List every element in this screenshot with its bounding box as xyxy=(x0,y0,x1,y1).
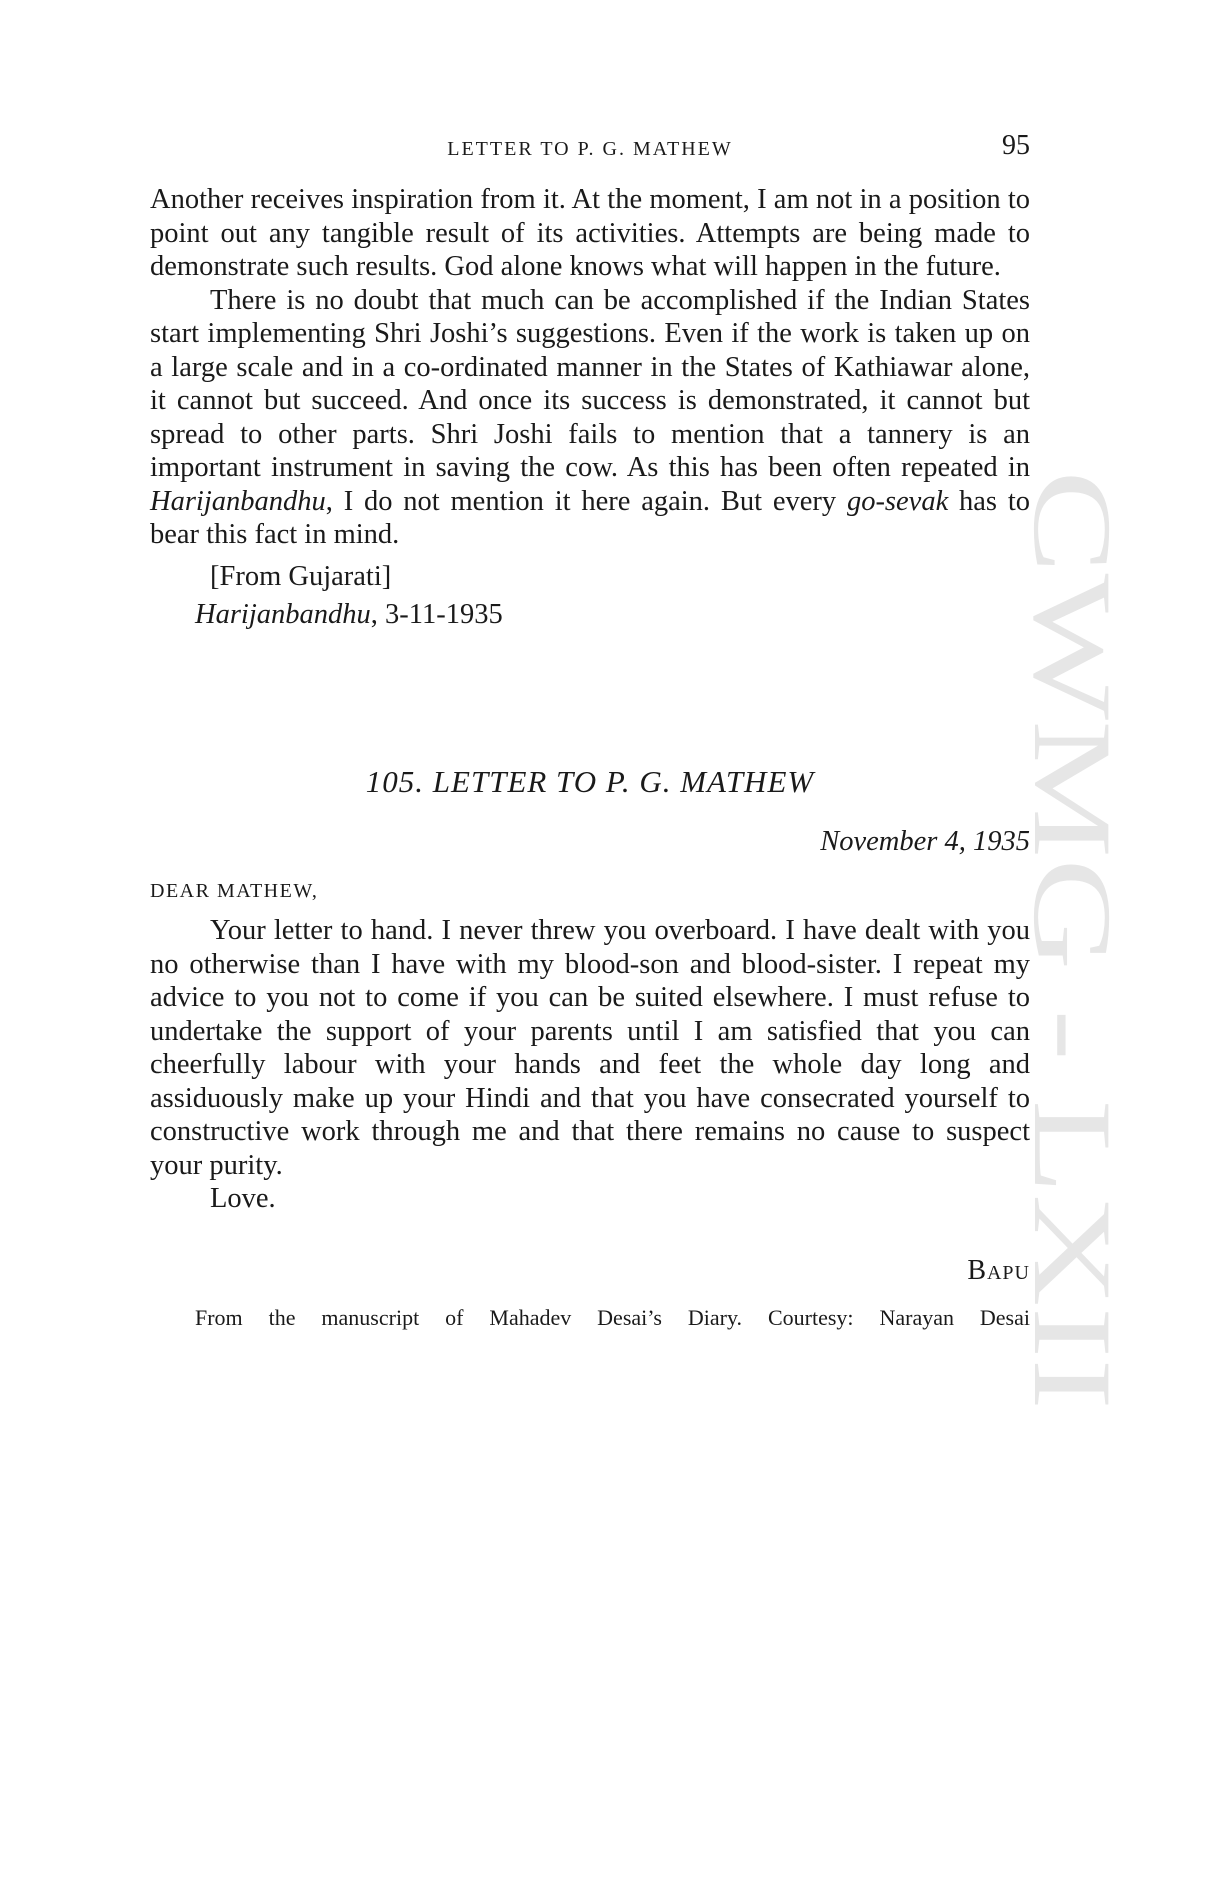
paragraph-text: , I do not mention it here again. But every xyxy=(325,485,847,517)
letter-paragraph: Your letter to hand. I never threw you overboard. I have dealt with you no otherwise than I have with my blood-son and blood-sister. I repeat my advice to you not to come if you can be suited elsewhere. I must refuse to undertake the support of your parents until I am satisfied that you can cheerfully labour with your hands and feet the whole day long and assiduously make up your Hindi and that you have consecrated yourself to constructive work through me and that there remains no cause to suspect your purity. xyxy=(150,915,1030,1181)
paragraph-text: There is no doubt that much can be accomplished if the Indian States start implementing Shri Joshi’s suggestions. Even if the work is taken up on a large scale and in a co-ordinated manner in the States of Kathiawar alone, it cannot but succeed. And once its success is demonstrated, it cannot but spread to other parts. Shri Joshi fails to mention that a tannery is an important instrument in saving the cow. As this has been often repeated in xyxy=(150,284,1030,483)
paragraph-continued: Another receives inspiration from it. At the moment, I am not in a position to point out any tangible result of its activities. Attempts are being made to demonstrate such results. God alone knows what will happen in the future. xyxy=(150,184,1030,282)
running-head xyxy=(150,130,1030,166)
letter-closing: Love. xyxy=(210,1183,276,1214)
continued-text xyxy=(150,183,1030,634)
source-footnote: From the manuscript of Mahadev Desai’s Diary. Courtesy: Narayan Desai xyxy=(195,1305,1030,1330)
letter-date: November 4, 1935 xyxy=(820,826,1030,857)
publication-name: Harijanbandhu xyxy=(150,485,326,517)
term-go-sevak: go-sevak xyxy=(846,485,949,517)
watermark-text: CWMG - LXII xyxy=(1010,470,1134,1149)
citation-publication: Harijanbandhu xyxy=(195,598,371,630)
page-number: 95 xyxy=(1002,130,1030,161)
signature: Bapu xyxy=(967,1255,1030,1286)
source-note: [From Gujarati] xyxy=(210,560,392,592)
paragraph-tannery xyxy=(150,284,1030,552)
citation-date: , 3-11-1935 xyxy=(370,598,503,630)
letter-title: 105. LETTER TO P. G. MATHEW xyxy=(365,764,815,799)
letter-body xyxy=(150,914,1030,1216)
salutation: DEAR MATHEW, xyxy=(150,880,319,902)
citation xyxy=(150,596,1030,634)
paragraph-text: has to bear this fact in mind. xyxy=(150,485,1030,550)
running-title: LETTER TO P. G. MATHEW xyxy=(447,138,733,160)
